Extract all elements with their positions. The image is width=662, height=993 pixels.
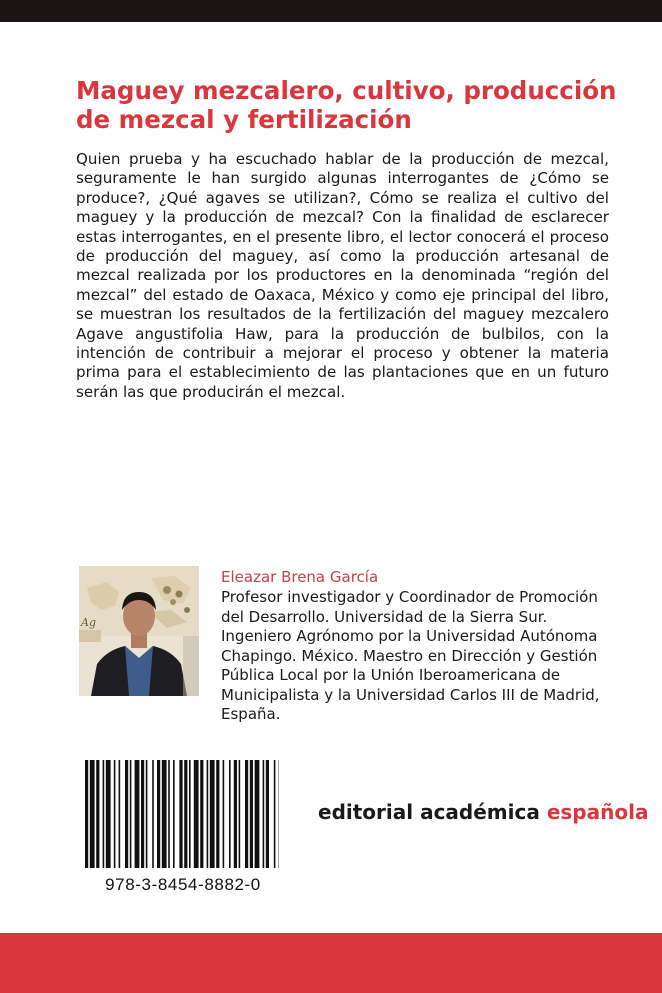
barcode-bar (266, 760, 269, 868)
barcode-bar (90, 760, 95, 868)
barcode-bar (135, 760, 140, 868)
barcode-bar (85, 760, 88, 868)
publisher-name: editorial académica (318, 800, 540, 824)
barcode-bar (229, 760, 231, 868)
barcode-bar (189, 760, 191, 868)
top-band (0, 0, 662, 22)
barcode-bar (234, 760, 237, 868)
barcode-bar (106, 760, 111, 868)
barcode-bar (96, 760, 99, 868)
barcode-bar (146, 760, 148, 868)
barcode-bar (223, 760, 225, 868)
barcode-bar (125, 760, 128, 868)
barcode-bar (179, 760, 182, 868)
barcode-bar (239, 760, 241, 868)
barcode-bar (194, 760, 199, 868)
author-photo (79, 566, 199, 696)
barcode-bar (245, 760, 248, 868)
barcode-bar (130, 760, 132, 868)
publisher-name-accent: española (546, 800, 649, 824)
barcode-bar (152, 760, 154, 868)
publisher-logo (318, 800, 649, 824)
author-bio: Profesor investigador y Coordinador de Promoción del Desarrollo. Universidad de la Sierra Sur. Ingeniero Agrónomo por la Universidad Autónoma Chapingo. México. Maestro en Dirección y Gestión Pública Local por la Unión Iberoamericana de Municipalista y la Universidad Carlos III de Madrid, España. (221, 588, 600, 723)
barcode-bar (157, 760, 160, 868)
barcode-bar (141, 760, 144, 868)
book-title: Maguey mezcalero, cultivo, producción de mezcal y fertilización (76, 76, 617, 134)
barcode-bar (168, 760, 170, 868)
bottom-band (0, 933, 662, 993)
barcode (83, 760, 283, 868)
barcode-bar (162, 760, 167, 868)
author-name: Eleazar Brena García (221, 568, 379, 586)
barcode-bar (216, 760, 219, 868)
barcode-bar (263, 760, 265, 868)
book-synopsis: Quien prueba y ha escuchado hablar de la producción de mezcal, seguramente le han surgido algunas interrogantes de ¿Cómo se produce?, ¿Qué agaves se utilizan?, Cómo se realiza el cultivo del maguey y la producción de mezcal? Con la finalidad de esclarecer estas interrogantes, en el presente libro, el lector conocerá el proceso de producción del maguey, así como la producción artesanal de mezcal realizada por los productores en la denominada “región del mezcal” del estado de Oaxaca, México y como eje principal del libro, se muestran los resultados de la fertilización del maguey mezcalero Agave angustifolia Haw, para la producción de bulbilos, con la intención de contribuir a mejorar el proceso y obtener la materia prima para el establecimiento de las plantaciones que en un futuro serán las que producirán el mezcal. (76, 150, 609, 401)
isbn-number: 978-3-8454-8882-0 (105, 875, 261, 894)
barcode-bar (210, 760, 215, 868)
barcode-bar (103, 760, 105, 868)
barcode-bars (83, 760, 283, 868)
author-portrait-image (79, 566, 199, 696)
barcode-bar (207, 760, 209, 868)
barcode-bar (114, 760, 116, 868)
barcode-bar (250, 760, 253, 868)
barcode-bar (119, 760, 121, 868)
barcode-bar (255, 760, 260, 868)
barcode-bar (184, 760, 187, 868)
barcode-bar (274, 760, 276, 868)
svg-text:Ag: Ag (81, 616, 96, 629)
barcode-bar (200, 760, 203, 868)
barcode-bar (173, 760, 175, 868)
